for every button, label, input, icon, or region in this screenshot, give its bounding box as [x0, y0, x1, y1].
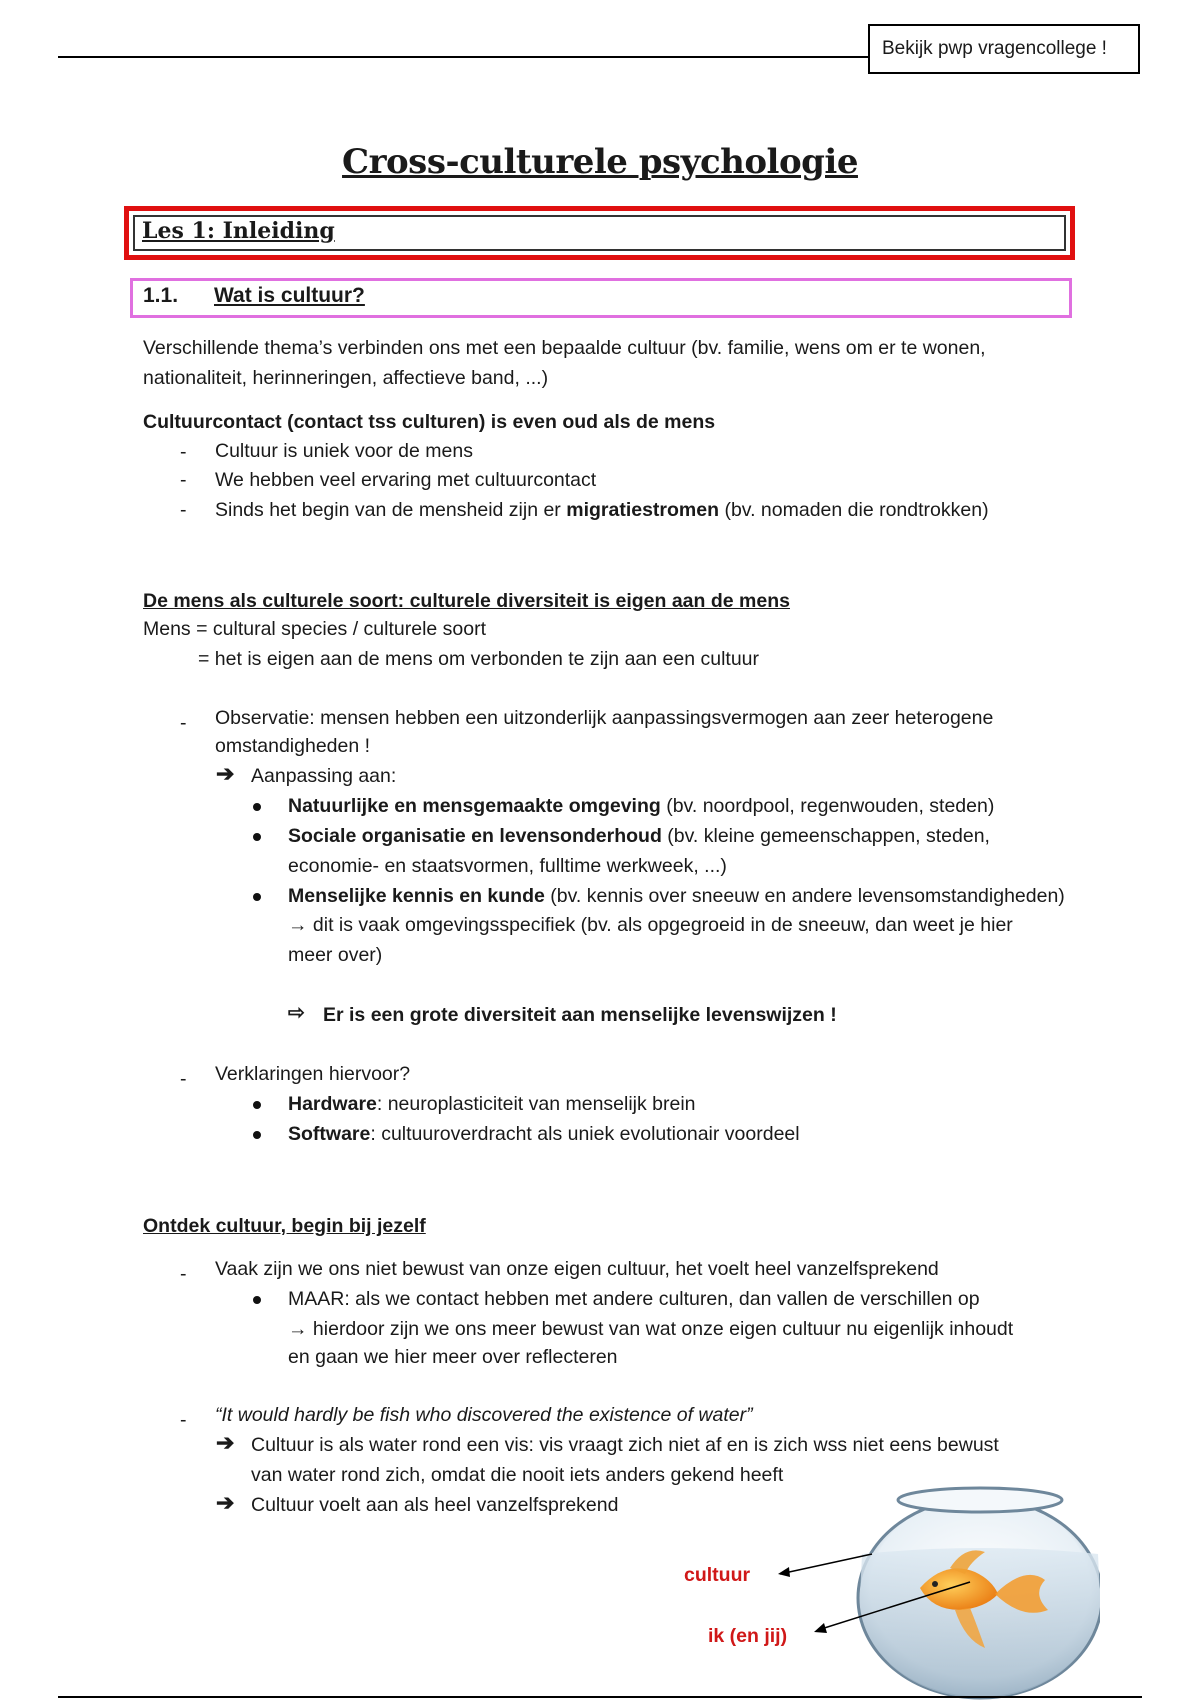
fish-quote: “It would hardly be fish who discovered the existence of water” — [215, 1404, 753, 1426]
adapt-label: Aanpassing aan: — [251, 765, 397, 787]
adapt-item-2-cont: economie- en staatsvormen, fulltime werkweek, ...) — [288, 855, 727, 877]
intro-line-2: nationaliteit, herinneringen, affectieve band, ...) — [143, 367, 549, 389]
explain-label: Verklaringen hiervoor? — [215, 1063, 411, 1085]
dash-marker: - — [180, 1068, 187, 1090]
culture-arrowhead — [778, 1567, 790, 1577]
species-line-1: Mens = cultural species / culturele soort — [143, 618, 487, 640]
fishbowl-figure — [770, 1470, 1100, 1700]
discover-sub-3: en gaan we hier meer over reflecteren — [288, 1346, 618, 1368]
adapt-item-1: Natuurlijke en mensgemaakte omgeving (bv. noordpool, regenwouden, steden) — [288, 795, 995, 817]
dash-marker: - — [180, 712, 187, 734]
bullet-icon — [253, 1296, 261, 1304]
discover-heading: Ontdek cultuur, begin bij jezelf — [143, 1215, 426, 1237]
header-note: Bekijk pwp vragencollege ! — [868, 24, 1140, 74]
dash-marker: - — [180, 1409, 187, 1431]
section-title: Wat is cultuur? — [214, 284, 365, 307]
discover-item: Vaak zijn we ons niet bewust van onze eigen cultuur, het voelt heel vanzelfsprekend — [215, 1258, 939, 1280]
explain-item-1: Hardware: neuroplasticiteit van menselijk brein — [288, 1093, 696, 1115]
bottom-rule — [58, 1696, 1142, 1698]
me-arrowhead — [814, 1623, 827, 1633]
arrow-icon: ➔ — [216, 761, 235, 786]
label-me: ik (en jij) — [708, 1625, 788, 1647]
contact-item-1: Cultuur is uniek voor de mens — [215, 440, 473, 462]
observation-line-2: omstandigheden ! — [215, 735, 371, 757]
lesson-title: Les 1: Inleiding — [142, 218, 335, 244]
adapt-item-3-cont2: meer over) — [288, 944, 383, 966]
bowl-rim — [898, 1488, 1062, 1512]
discover-sub-1: MAAR: als we contact hebben met andere culturen, dan vallen de verschillen op — [288, 1288, 980, 1310]
culture-arrow — [780, 1554, 872, 1574]
dash-marker: - — [180, 1263, 187, 1285]
contact-item-2: We hebben veel ervaring met cultuurcontact — [215, 469, 597, 491]
bullet-icon — [253, 893, 261, 901]
dash-marker: - — [180, 499, 187, 521]
top-rule — [58, 56, 868, 58]
section-number: 1.1. — [143, 284, 179, 307]
water-line-2: van water rond zich, omdat die nooit iets anders gekend heeft — [251, 1464, 784, 1486]
water-line-3: Cultuur voelt aan als heel vanzelfsprekend — [251, 1494, 619, 1516]
conclusion: Er is een grote diversiteit aan menselijke levenswijzen ! — [323, 1004, 837, 1026]
species-line-2: = het is eigen aan de mens om verbonden te zijn aan een cultuur — [198, 648, 759, 670]
page-title: Cross-culturele psychologie — [342, 142, 858, 182]
arrow-icon: ➔ — [216, 1490, 235, 1515]
species-heading: De mens als culturele soort: culturele diversiteit is eigen aan de mens — [143, 590, 790, 612]
adapt-item-3-cont: → dit is vaak omgevingsspecifiek (bv. als opgegroeid in de sneeuw, dan weet je hier — [288, 914, 1013, 936]
bullet-icon — [253, 803, 261, 811]
dash-marker: - — [180, 469, 187, 491]
explain-item-2: Software: cultuuroverdracht als uniek evolutionair voordeel — [288, 1123, 800, 1145]
open-arrow-icon: ⇨ — [288, 1002, 305, 1024]
water-line-1: Cultuur is als water rond een vis: vis vraagt zich niet af en is zich wss niet eens bewust — [251, 1434, 999, 1456]
contact-heading: Cultuurcontact (contact tss culturen) is even oud als de mens — [143, 411, 716, 433]
label-culture: cultuur — [684, 1564, 751, 1586]
observation-line-1: Observatie: mensen hebben een uitzonderlijk aanpassingsvermogen aan zeer heterogene — [215, 707, 994, 729]
contact-item-3: Sinds het begin van de mensheid zijn er migratiestromen (bv. nomaden die rondtrokken) — [215, 499, 989, 521]
arrow-icon: ➔ — [216, 1430, 235, 1455]
adapt-item-3: Menselijke kennis en kunde (bv. kennis over sneeuw en andere levensomstandigheden) — [288, 885, 1065, 907]
bullet-icon — [253, 1101, 261, 1109]
bowl-water — [860, 1548, 1100, 1698]
dash-marker: - — [180, 441, 187, 463]
discover-sub-2: → hierdoor zijn we ons meer bewust van wat onze eigen cultuur nu eigenlijk inhoudt — [288, 1318, 1014, 1340]
bullet-icon — [253, 1131, 261, 1139]
intro-line-1: Verschillende thema’s verbinden ons met een bepaalde cultuur (bv. familie, wens om er te wonen, — [143, 337, 986, 359]
bullet-icon — [253, 833, 261, 841]
adapt-item-2: Sociale organisatie en levensonderhoud (bv. kleine gemeenschappen, steden, — [288, 825, 990, 847]
